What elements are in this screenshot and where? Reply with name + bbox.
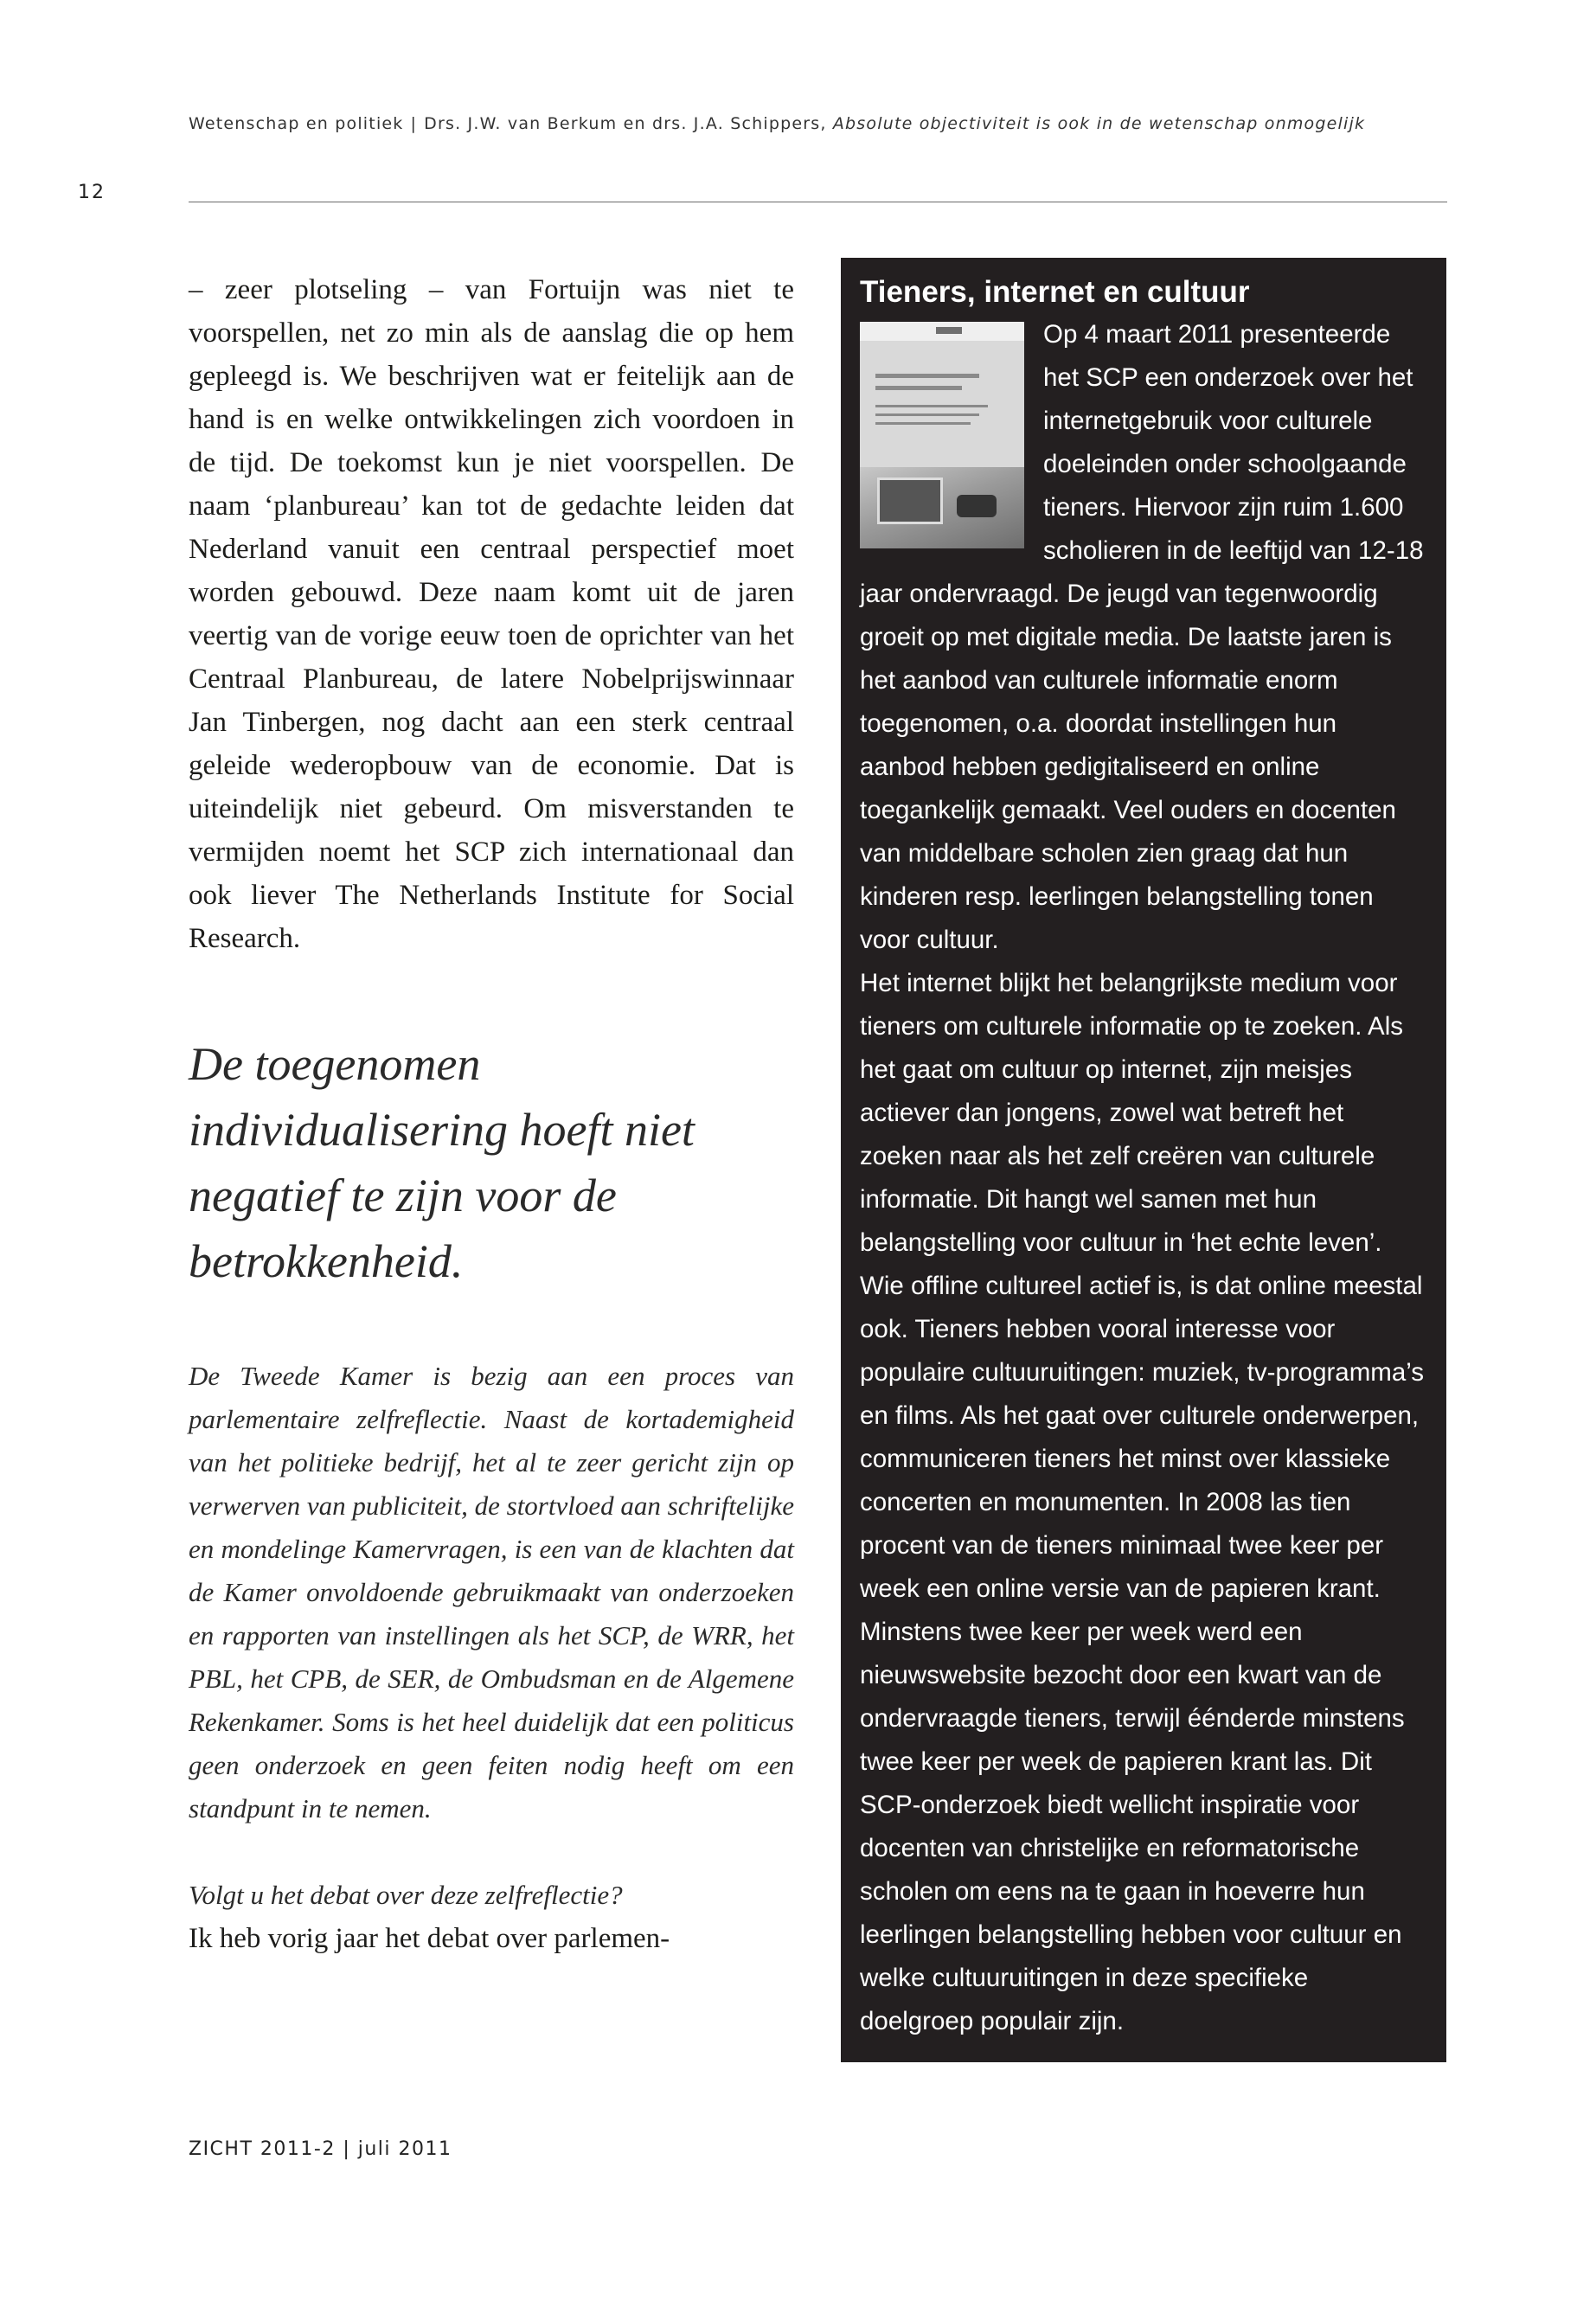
sidebar-title: Tieners, internet en cultuur: [860, 275, 1250, 309]
cover-title-line: [875, 374, 979, 378]
report-cover-image: [860, 322, 1024, 548]
cover-title-line: [875, 422, 971, 425]
header-section: Wetenschap en politiek: [189, 114, 404, 133]
cover-title-line: [875, 413, 979, 416]
cover-device-icon: [877, 478, 943, 524]
header-separator: |: [410, 114, 418, 133]
pull-quote: De toegenomen individualisering hoeft niet negatief te zijn voor de betrokkenheid.: [189, 1038, 695, 1287]
cover-phone-icon: [957, 495, 997, 517]
sidebar-box: [841, 258, 1446, 2062]
cover-title-line: [875, 405, 988, 407]
interview-answer: Ik heb vorig jaar het debat over parlemen-: [189, 1923, 670, 1954]
header-article-title: Absolute objectiviteit is ook in de wetenschap onmogelijk: [832, 114, 1366, 133]
interview-intro: De Tweede Kamer is bezig aan een proces van parlementaire zelfreflectie. Naast de kortademigheid van het politieke bedrijf, het al te zeer gericht zijn op verwerven van publiciteit, de stortvloed aan schriftelijke en mondelinge Kamervragen, is een van de klachten dat de Kamer onvoldoende gebruikmaakt van onderzoeken en rapporten van instellingen als het SCP, de WRR, het PBL, het CPB, de SER, de Ombudsman en de Algemene Rekenkamer. Soms is het heel duidelijk dat een politicus geen onderzoek en geen feiten nodig heeft om een standpunt in te nemen.: [189, 1361, 794, 1823]
header-authors: Drs. J.W. van Berkum en drs. J.A. Schippers,: [424, 114, 827, 133]
running-header: [189, 114, 1443, 133]
left-column: [189, 268, 794, 1960]
cover-title-line: [875, 386, 962, 390]
sidebar-paragraph-1: Op 4 maart 2011 presenteerde het SCP een onderzoek over het internetgebruik voor culturele doeleinden onder schoolgaande tieners. Hiervoor zijn ruim 1.600 scholieren in de leeftijd van 12-18 jaar ondervraagd. De jeugd van tegenwoordig groeit op met digitale media. De laatste jaren is het aanbod van culturele informatie enorm toegenomen, o.a. doordat instellingen hun aanbod hebben gedigitaliseerd en online toegankelijk gemaakt. Veel ouders en docenten van middelbare scholen zien graag dat hun kinderen resp. leerlingen belangstelling tonen voor cultuur.: [860, 320, 1424, 954]
body-paragraph: – zeer plotseling – van Fortuijn was niet te voorspellen, net zo min als de aanslag die op hem gepleegd is. We beschrijven wat er feitelijk aan de hand is en welke ontwikkelingen zich voordoen in de tijd. De toekomst kun je niet voorspellen. De naam ‘planbureau’ kan tot de gedachte leiden dat Nederland vanuit een centraal perspectief moet worden gebouwd. Deze naam komt uit de jaren veertig van de vorige eeuw toen de oprichter van het Centraal Planbureau, de latere Nobelprijswinnaar Jan Tinbergen, nog dacht aan een sterk centraal geleide wederopbouw van de economie. Dat is uiteindelijk niet gebeurd. Om misverstanden te vermijden noemt het SCP zich internationaal dan ook liever The Netherlands Institute for Social Research.: [189, 274, 794, 954]
page-number: 12: [78, 182, 106, 203]
sidebar-paragraph-2: Het internet blijkt het belangrijkste medium voor tieners om culturele informatie op te zoeken. Als het gaat om cultuur op internet, zijn meisjes actiever dan jongens, zowel wat betreft het zoeken naar als het zelf creëren van culturele informatie. Dit hangt wel samen met hun belangstelling voor cultuur in ‘het echte leven’. Wie offline cultureel actief is, is dat online meestal ook. Tieners hebben vooral interesse voor populaire cultuuruitingen: muziek, tv-programma’s en films. Als het gaat over culturele onderwerpen, communiceren tieners het minst over klassieke concerten en monumenten. In 2008 las tien procent van de tieners minimaal twee keer per week een online versie van de papieren krant. Minstens twee keer per week werd een nieuwswebsite bezocht door een kwart van de ondervraagde tieners, terwijl éénderde minstens twee keer per week de papieren krant las. Dit SCP-onderzoek biedt wellicht inspiratie voor docenten van christelijke en reformatorische scholen om eens na te gaan in hoeverre hun leerlingen belangstelling hebben voor cultuur en welke cultuuruitingen in deze specifieke doelgroep populair zijn.: [860, 969, 1425, 2035]
cover-logo-icon: [936, 327, 962, 334]
sidebar-text: [860, 313, 1427, 2043]
interview-question: Volgt u het debat over deze zelfreflectie?: [189, 1880, 623, 1910]
page-footer: ZICHT 2011-2 | juli 2011: [189, 2138, 452, 2160]
